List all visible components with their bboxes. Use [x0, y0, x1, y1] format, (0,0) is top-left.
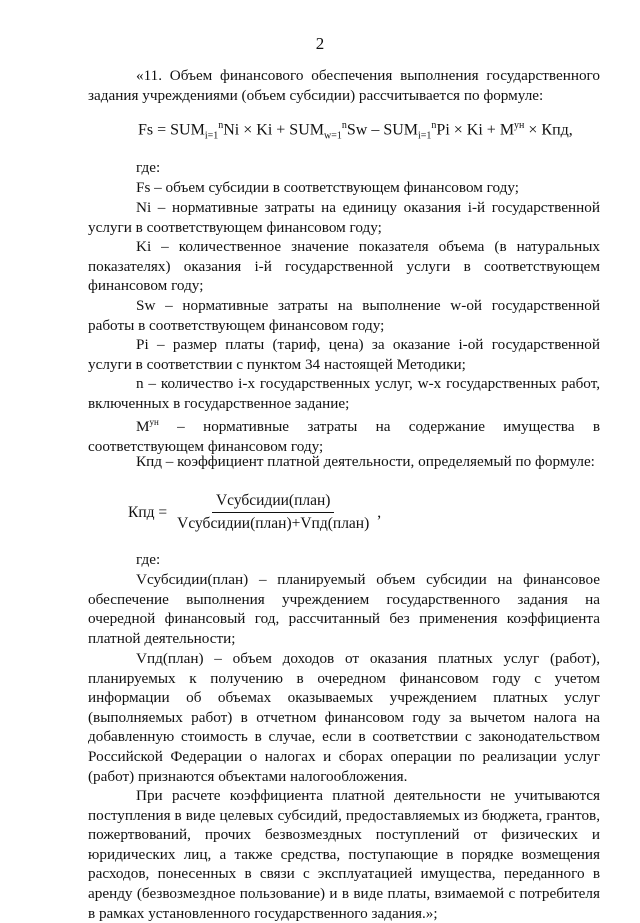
m-symbol: М: [136, 418, 150, 436]
definition-n: n – количество i-х государственных услуг, w-х государственных работ, включенных в государственное задание;: [88, 375, 600, 412]
kpd-formula: [128, 492, 381, 533]
definition-sw: Sw – нормативные затраты на выполнение w-ой государственной работы в соответствующем финансовом году;: [88, 297, 600, 334]
definition-ki: Ki – количественное значение показателя объема (в натуральных показателях) оказания i-й государственной услуги в соответствующем финансовом году;: [88, 238, 600, 295]
formula-part: Ni × Ki + SUM: [223, 121, 324, 139]
formula-part: Sw – SUM: [346, 121, 418, 139]
m-definition-text: – нормативные затраты на содержание имущества в соответствующем финансовом году;: [88, 418, 600, 455]
kpd-numerator: Vсубсидии(план): [212, 492, 334, 513]
formula-part: Fs = SUM: [138, 121, 205, 139]
formula-sup: n: [341, 120, 347, 131]
definition-kpd: Кпд – коэффициент платной деятельности, определяемый по формуле:: [136, 453, 595, 470]
formula-sup: ун: [514, 120, 525, 131]
definition-ni: Ni – нормативные затраты на единицу оказания i-й государственной услуги в соответствующем финансовом году;: [88, 199, 600, 236]
definition-pi: Pi – размер платы (тариф, цена) за оказание i-ой государственной услуги в соответствии с пунктом 34 настоящей Методики;: [88, 336, 600, 373]
kpd-lhs: Кпд =: [128, 503, 168, 521]
formula-sub: i=1: [418, 130, 432, 142]
formula-sup: n: [218, 120, 224, 131]
definition-vpd: Vпд(план) – объем доходов от оказания платных услуг (работ), планируемых к получению в очередном финансовом году с учетом информации об объемах оказываемых учреждением платных услуг (выполняемых работ) в отчетном финансовом году за вычетом налога на добавленную стоимость в случае, если в соответствии с законодательством Российской Федерации о налогах и сборах операции по реализации услуг (работ) признаются объектами налогообложения.: [88, 650, 600, 785]
where-label-2: где:: [136, 551, 161, 568]
formula-sub: i=1: [204, 130, 219, 142]
page-number: 2: [315, 34, 325, 53]
definition-vsub: Vсубсидии(план) – планируемый объем субсидии на финансовое обеспечение выполнения учреждением государственного задания на очередной финансовый год, рассчитанный без применения коэффициента платной деятельности;: [88, 571, 600, 647]
final-paragraph: При расчете коэффициента платной деятельности не учитываются поступления в виде целевых субсидий, предоставляемых из бюджета, грантов, пожертвований, прочих безвозмездных поступлений от физических и юридических лиц, а также средства, поступающие в порядке возмещения расходов, понесенных в связи с эксплуатацией имущества, переданного в аренду (безвозмездное пользование) и в виде платы, взимаемой с потребителя в рамках установленного государственного задания.»;: [88, 787, 600, 922]
where-label: где:: [136, 159, 161, 176]
formula-sup: n: [431, 120, 437, 131]
formula-sub: w=1: [323, 130, 342, 142]
formula-part: Pi × Ki + M: [436, 121, 515, 139]
subsidy-formula: [138, 120, 573, 142]
intro-paragraph: «11. Объем финансового обеспечения выполнения государственного задания учреждениями (объем субсидии) рассчитывается по формуле:: [88, 67, 600, 104]
kpd-fraction: [173, 492, 373, 533]
kpd-denominator: Vсубсидии(план)+Vпд(план): [177, 515, 370, 532]
definition-m: [88, 413, 600, 456]
kpd-tail: ,: [377, 503, 382, 521]
definition-fs: Fs – объем субсидии в соответствующем финансовом году;: [136, 179, 520, 196]
formula-part: × Кпд,: [524, 121, 573, 139]
m-superscript: ун: [149, 417, 159, 427]
